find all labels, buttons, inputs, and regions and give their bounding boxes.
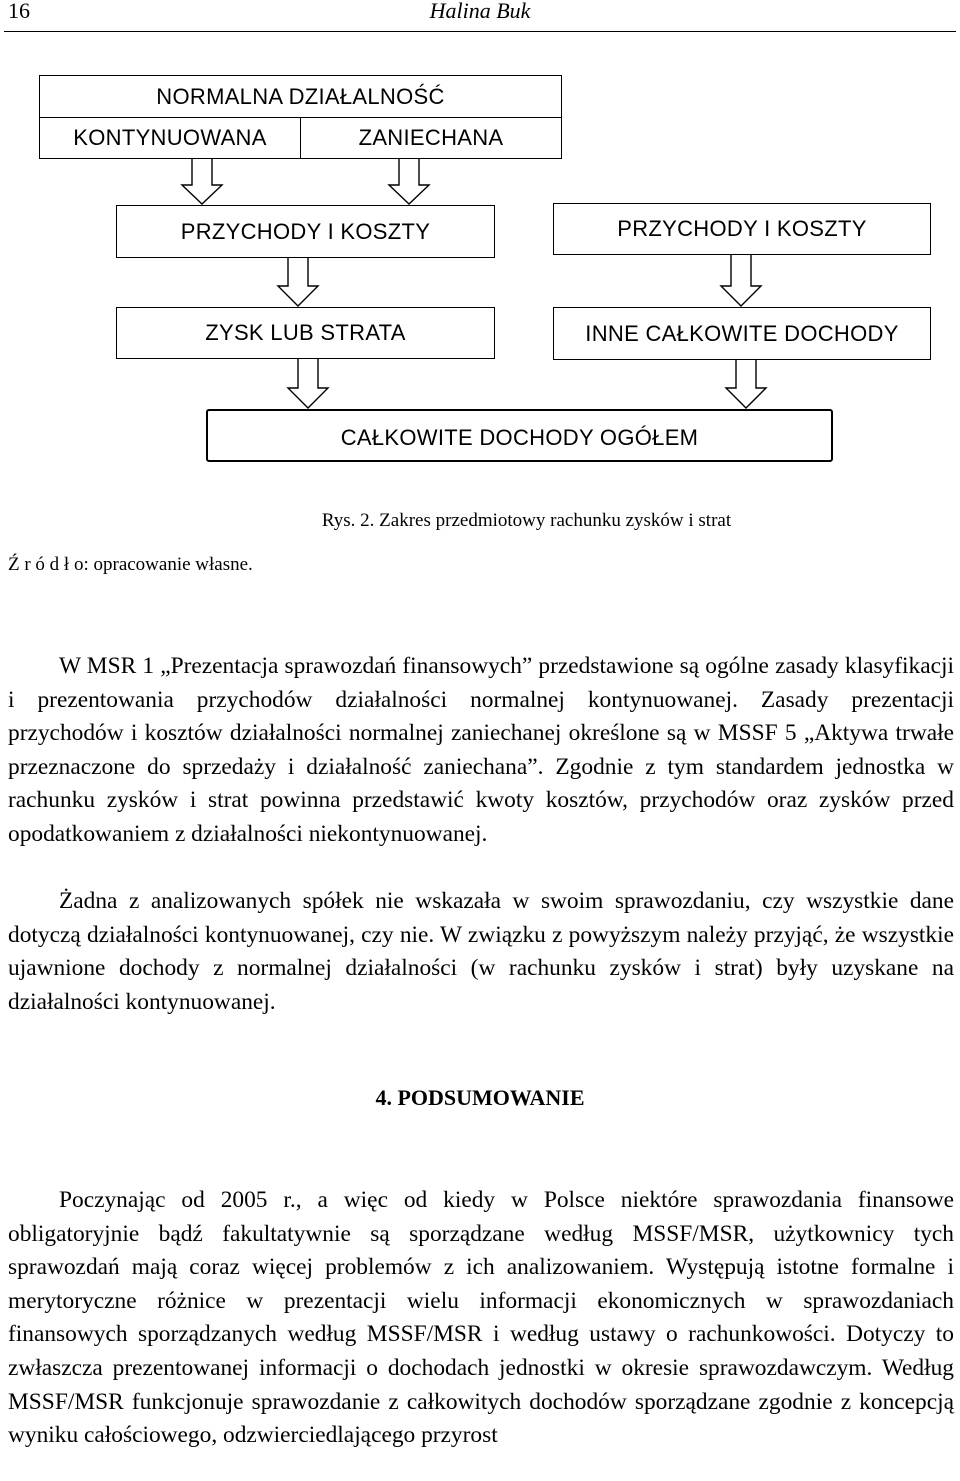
figure-source: Ź r ó d ł o: opracowanie własne.	[8, 554, 253, 575]
arrow-down-icon	[286, 359, 330, 409]
arrow-down-icon	[180, 159, 224, 205]
body-paragraph: Żadna z analizowanych spółek nie wskazała w swoim sprawozdaniu, czy wszystkie dane dotyczą działalności kontynuowanej, czy nie. W związku z powyższym należy przyjąć, że wszystkie ujawnione dochody z normalnej działalności (w rachunku zysków i strat) były uzyskane na działalności kontynuowanej.	[8, 888, 954, 1015]
page-number: 16	[8, 0, 30, 23]
arrow-down-icon	[724, 360, 768, 409]
box-profit-or-loss: ZYSK LUB STRATA	[116, 307, 495, 359]
running-header-author: Halina Buk	[429, 0, 531, 23]
body-paragraph: W MSR 1 „Prezentacja sprawozdań finansowych” przedstawione są ogólne zasady klasyfikacji i prezentowania przychodów działalności normalnej kontynuowanej. Zasady prezentacji przychodów i kosztów działalności normalnej zaniechanej określone są w MSSF 5 „Aktywa trwałe przeznaczone do sprzedaży i działalność zaniechana”. Zgodnie z tym standardem jednostka w rachunku zysków i strat powinna przedstawić kwoty kosztów, przychodów oraz zysków przed opodatkowaniem z działalności niekontynuowanej.	[8, 653, 954, 847]
box-revenues-costs-other: PRZYCHODY I KOSZTY	[553, 203, 931, 255]
box-other-comprehensive-income: INNE CAŁKOWITE DOCHODY	[553, 307, 931, 360]
box-total-comprehensive-income: CAŁKOWITE DOCHODY OGÓŁEM	[206, 409, 833, 462]
body-paragraph: Poczynając od 2005 r., a więc od kiedy w Polsce niektóre sprawozdania finansowe obligatoryjnie bądź fakultatywnie są sporządzane według MSSF/MSR, użytkownicy tych sprawozdań mają coraz więcej problemów z ich analizowaniem. Występują istotne formalne i merytoryczne różnice w prezentacji wielu informacji ekonomicznych w sprawozdaniach finansowych sporządzanych według MSSF/MSR i według ustawy o rachunkowości. Dotyczy to zwłaszcza prezentowanej informacji o dochodach jednostki w okresie sprawozdawczym. Według MSSF/MSR funkcjonuje sprawozdanie z całkowitych dochodów sporządzane zgodnie z koncepcją wyniku całościowego, odzwierciedlającego przyrost	[8, 1187, 954, 1449]
arrow-down-icon	[276, 258, 320, 307]
flow-diagram	[0, 0, 960, 480]
arrow-down-icon	[719, 255, 763, 307]
box-revenues-costs-continued: PRZYCHODY I KOSZTY	[116, 205, 495, 258]
arrow-down-icon	[387, 159, 431, 205]
box-normal-activity: NORMALNA DZIAŁALNOŚĆ	[39, 75, 562, 117]
box-discontinued: ZANIECHANA	[300, 117, 562, 159]
box-continued: KONTYNUOWANA	[39, 117, 301, 159]
section-heading: 4. PODSUMOWANIE	[375, 1085, 585, 1110]
figure-caption: Rys. 2. Zakres przedmiotowy rachunku zysków i strat	[321, 510, 732, 531]
